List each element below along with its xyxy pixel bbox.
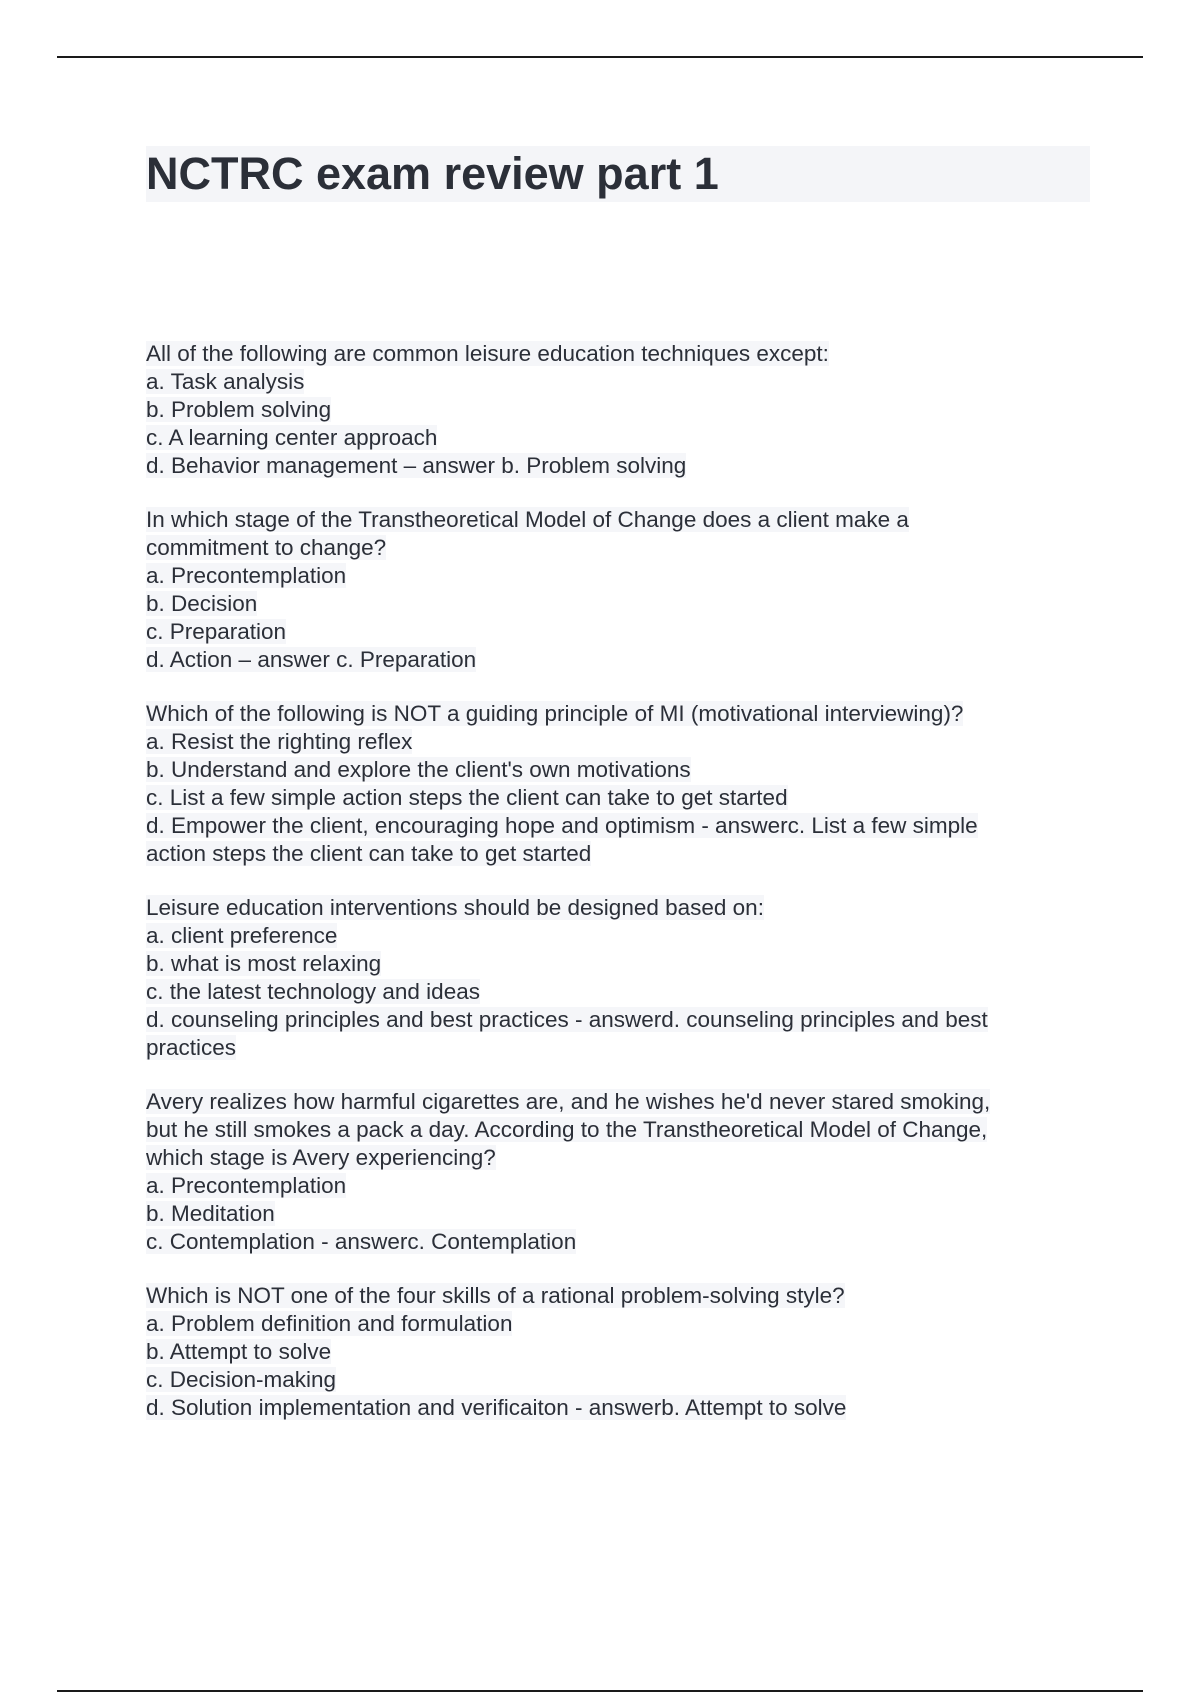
answer-option: a. Problem definition and formulation xyxy=(146,1311,513,1336)
question-text: All of the following are common leisure education techniques except: xyxy=(146,341,829,366)
answer-option: a. Task analysis xyxy=(146,369,305,394)
answer-option: a. Resist the righting reflex xyxy=(146,729,413,754)
question-block xyxy=(146,506,1090,674)
answer-key-continuation: practices xyxy=(146,1035,237,1060)
question-text: Avery realizes how harmful cigarettes are, and he wishes he'd never stared smoking, xyxy=(146,1089,991,1114)
question-list xyxy=(146,340,1090,1448)
answer-option-with-key: d. Action – answer c. Preparation xyxy=(146,647,477,672)
answer-option: b. what is most relaxing xyxy=(146,951,382,976)
answer-option-with-key: d. Solution implementation and verificaiton - answerb. Attempt to solve xyxy=(146,1395,847,1420)
answer-option-with-key: d. Empower the client, encouraging hope and optimism - answerc. List a few simple xyxy=(146,813,978,838)
question-text: which stage is Avery experiencing? xyxy=(146,1145,496,1170)
question-text: In which stage of the Transtheoretical Model of Change does a client make a xyxy=(146,507,909,532)
answer-option: b. Attempt to solve xyxy=(146,1339,332,1364)
answer-option: c. List a few simple action steps the client can take to get started xyxy=(146,785,788,810)
bottom-rule xyxy=(57,1690,1143,1692)
answer-option: a. client preference xyxy=(146,923,338,948)
answer-option: c. A learning center approach xyxy=(146,425,438,450)
question-text: Which of the following is NOT a guiding principle of MI (motivational interviewing)? xyxy=(146,701,964,726)
answer-option: c. the latest technology and ideas xyxy=(146,979,480,1004)
answer-option-with-key: c. Contemplation - answerc. Contemplation xyxy=(146,1229,577,1254)
answer-option-with-key: d. counseling principles and best practices - answerd. counseling principles and best xyxy=(146,1007,988,1032)
answer-key-continuation: action steps the client can take to get started xyxy=(146,841,592,866)
answer-option: b. Understand and explore the client's own motivations xyxy=(146,757,691,782)
question-text: but he still smokes a pack a day. According to the Transtheoretical Model of Change, xyxy=(146,1117,988,1142)
answer-option: b. Meditation xyxy=(146,1201,275,1226)
answer-option: a. Precontemplation xyxy=(146,563,347,588)
answer-option: b. Problem solving xyxy=(146,397,332,422)
document-title: NCTRC exam review part 1 xyxy=(146,148,719,199)
question-block xyxy=(146,700,1090,868)
question-block xyxy=(146,340,1090,480)
question-text: Leisure education interventions should be designed based on: xyxy=(146,895,764,920)
question-block xyxy=(146,1282,1090,1422)
top-rule xyxy=(57,56,1143,58)
answer-option: a. Precontemplation xyxy=(146,1173,347,1198)
answer-option: b. Decision xyxy=(146,591,258,616)
question-text: Which is NOT one of the four skills of a rational problem-solving style? xyxy=(146,1283,845,1308)
answer-option-with-key: d. Behavior management – answer b. Problem solving xyxy=(146,453,687,478)
question-text: commitment to change? xyxy=(146,535,387,560)
answer-option: c. Preparation xyxy=(146,619,287,644)
question-block xyxy=(146,894,1090,1062)
answer-option: c. Decision-making xyxy=(146,1367,337,1392)
question-block xyxy=(146,1088,1090,1256)
